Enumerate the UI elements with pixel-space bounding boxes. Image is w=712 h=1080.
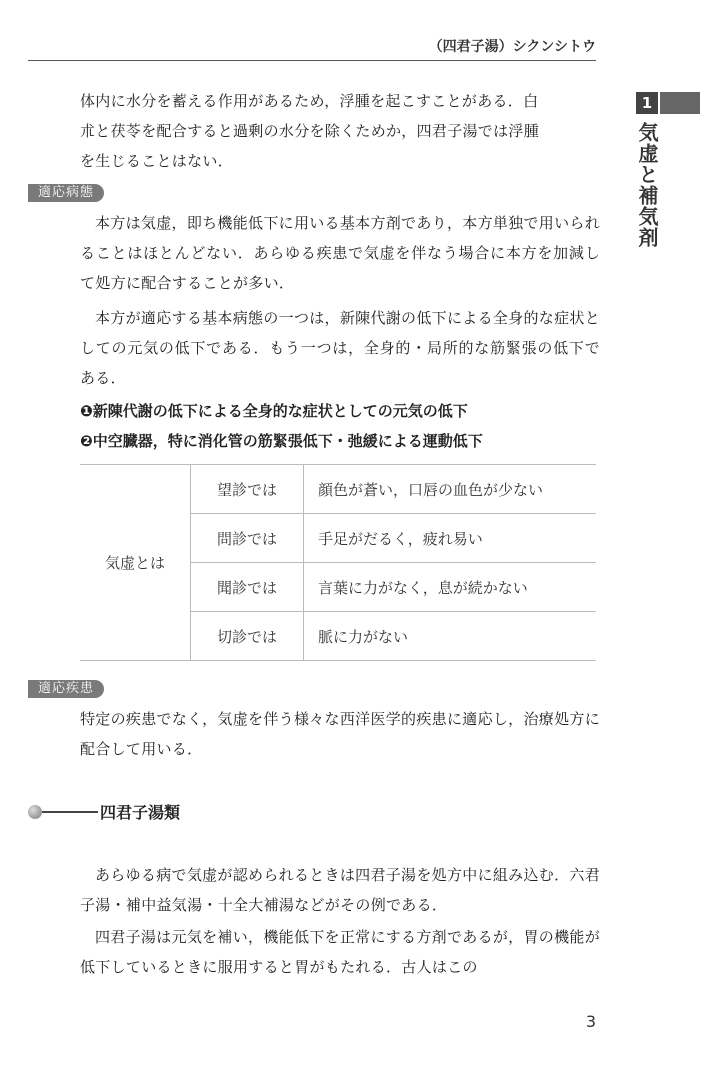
intro-line: 体内に水分を蓄える作用があるため，浮腫を起こすことがある．白 bbox=[80, 92, 539, 110]
circle-bullet-icon bbox=[28, 805, 42, 819]
section-paragraph-2: 四君子湯は元気を補い，機能低下を正常にする方剤であるが，胃の機能が低下しているときに服用すると胃がもたれる．古人はこの bbox=[80, 928, 600, 976]
chapter-tab-bar bbox=[660, 92, 700, 114]
section-paragraph-1: あらゆる病で気虚が認められるときは四君子湯を処方中に組み込む．六君子湯・補中益気湯・十全大補湯などがその例である． bbox=[80, 866, 600, 914]
section-title: 四君子湯類 bbox=[100, 803, 181, 822]
section-line bbox=[42, 811, 98, 813]
page-number: 3 bbox=[585, 1012, 596, 1031]
indications-pathology-label: 適応病態 bbox=[28, 184, 104, 202]
diagnosis-method: 問診では bbox=[191, 514, 304, 563]
pathology-point-1: ❶新陳代謝の低下による全身的な症状としての元気の低下 bbox=[80, 402, 468, 420]
pathology-point-2: ❷中空臓器，特に消化管の筋緊張低下・弛緩による運動低下 bbox=[80, 432, 483, 450]
diagnosis-method: 聞診では bbox=[191, 563, 304, 612]
diagnosis-finding: 手足がだるく，疲れ易い bbox=[304, 514, 597, 563]
pathology-paragraph-1: 本方は気虚，即ち機能低下に用いる基本方剤であり，本方単独で用いられることはほとんどない．あらゆる疾患で気虚を伴なう場合に本方を加減して処方に配合することが多い． bbox=[80, 214, 600, 292]
diagnosis-method: 切診では bbox=[191, 612, 304, 661]
chapter-title-vertical: 気虚と補気剤 bbox=[635, 122, 659, 248]
kikyo-row-header: 気虚とは bbox=[80, 465, 191, 661]
intro-line: を生じることはない． bbox=[80, 152, 234, 170]
section-bullet-icon bbox=[28, 804, 100, 820]
pathology-paragraph-2: 本方が適応する基本病態の一つは，新陳代謝の低下による全身的な症状としての元気の低下である．もう一つは，全身的・局所的な筋緊張の低下である． bbox=[80, 309, 600, 387]
chapter-number-badge: 1 bbox=[636, 92, 658, 114]
running-head: （四君子湯）シクンシトウ bbox=[428, 39, 596, 55]
header-rule bbox=[28, 60, 596, 61]
diagnosis-finding: 脈に力がない bbox=[304, 612, 597, 661]
diagnosis-method: 望診では bbox=[191, 465, 304, 514]
indications-disease-label: 適応疾患 bbox=[28, 680, 104, 698]
intro-line: 朮と茯苓を配合すると過剰の水分を除くためか，四君子湯では浮腫 bbox=[80, 122, 540, 140]
kikyo-table bbox=[80, 464, 596, 661]
diagnosis-finding: 言葉に力がなく，息が続かない bbox=[304, 563, 597, 612]
table-row bbox=[80, 465, 596, 514]
diagnosis-finding: 顔色が蒼い，口唇の血色が少ない bbox=[304, 465, 597, 514]
disease-paragraph: 特定の疾患でなく，気虚を伴う様々な西洋医学的疾患に適応し，治療処方に配合して用いる． bbox=[80, 710, 600, 758]
